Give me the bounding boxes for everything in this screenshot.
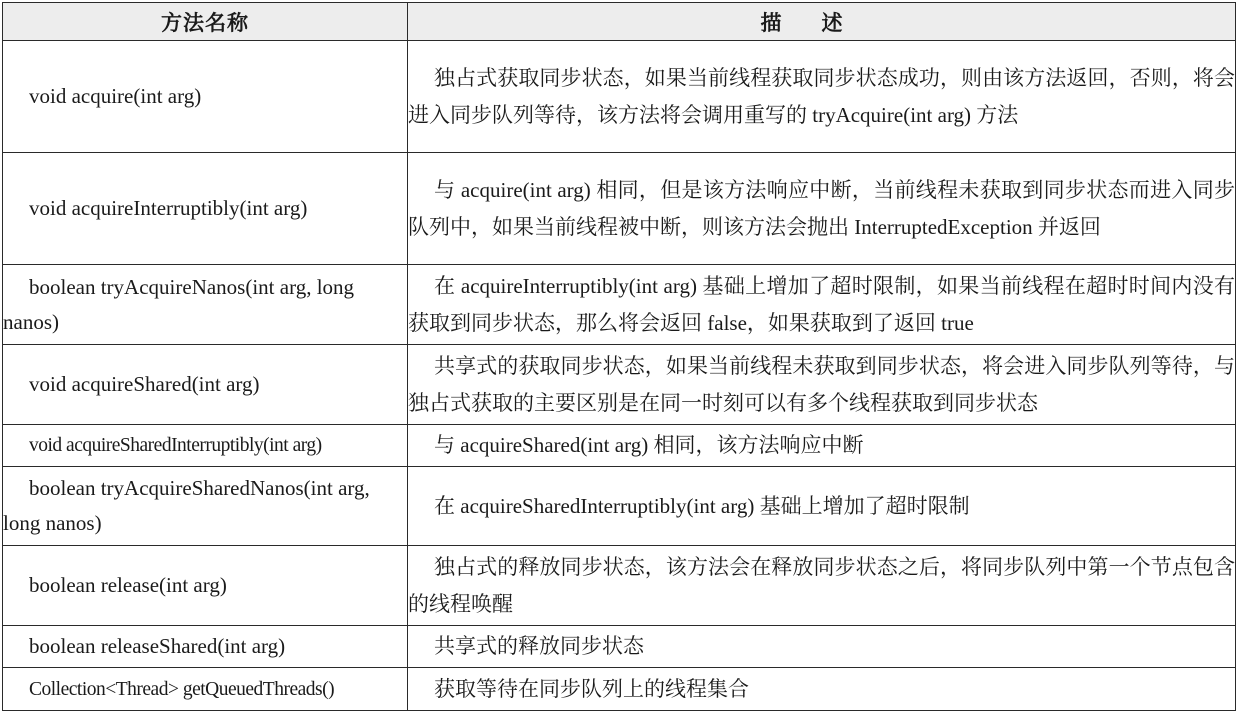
table-row: [3, 345, 1236, 425]
method-description-cell: 共享式的获取同步状态，如果当前线程未获取到同步状态，将会进入同步队列等待，与独占式获取的主要区别是在同一时刻可以有多个线程获取到同步状态: [408, 345, 1236, 425]
table-row: [3, 425, 1236, 467]
method-description-cell: 在 acquireSharedInterruptibly(int arg) 基础上增加了超时限制: [408, 467, 1236, 546]
method-description-cell: 与 acquireShared(int arg) 相同，该方法响应中断: [408, 425, 1236, 467]
method-description-cell: 共享式的释放同步状态: [408, 626, 1236, 668]
table-row: [3, 41, 1236, 153]
method-column-header: 方法名称: [3, 3, 408, 41]
method-name-cell: void acquire(int arg): [3, 41, 408, 153]
method-description-cell: 独占式获取同步状态，如果当前线程获取同步状态成功，则由该方法返回，否则，将会进入同步队列等待，该方法将会调用重写的 tryAcquire(int arg) 方法: [408, 41, 1236, 153]
method-name-cell: boolean release(int arg): [3, 546, 408, 626]
table-row: [3, 668, 1236, 711]
table-row: [3, 265, 1236, 345]
table-row: [3, 546, 1236, 626]
method-description-cell: 在 acquireInterruptibly(int arg) 基础上增加了超时限制，如果当前线程在超时时间内没有获取到同步状态，那么将会返回 false，如果获取到了返回 true: [408, 265, 1236, 345]
method-name-cell: boolean releaseShared(int arg): [3, 626, 408, 668]
description-column-header: 描述: [408, 3, 1236, 41]
method-name-cell: boolean tryAcquireSharedNanos(int arg, long nanos): [3, 467, 408, 546]
method-description-cell: 获取等待在同步队列上的线程集合: [408, 668, 1236, 711]
method-name-cell: Collection<Thread> getQueuedThreads(): [3, 668, 408, 711]
table-row: [3, 153, 1236, 265]
table-header-row: [3, 3, 1236, 41]
method-description-cell: 独占式的释放同步状态，该方法会在释放同步状态之后，将同步队列中第一个节点包含的线程唤醒: [408, 546, 1236, 626]
table-row: [3, 626, 1236, 668]
method-name-cell: void acquireInterruptibly(int arg): [3, 153, 408, 265]
method-name-cell: boolean tryAcquireNanos(int arg, long nanos): [3, 265, 408, 345]
method-name-cell: void acquireShared(int arg): [3, 345, 408, 425]
method-name-cell: void acquireSharedInterruptibly(int arg): [3, 425, 408, 467]
table-row: [3, 467, 1236, 546]
method-description-cell: 与 acquire(int arg) 相同，但是该方法响应中断，当前线程未获取到同步状态而进入同步队列中，如果当前线程被中断，则该方法会抛出 InterruptedException 并返回: [408, 153, 1236, 265]
method-table: [2, 2, 1236, 711]
